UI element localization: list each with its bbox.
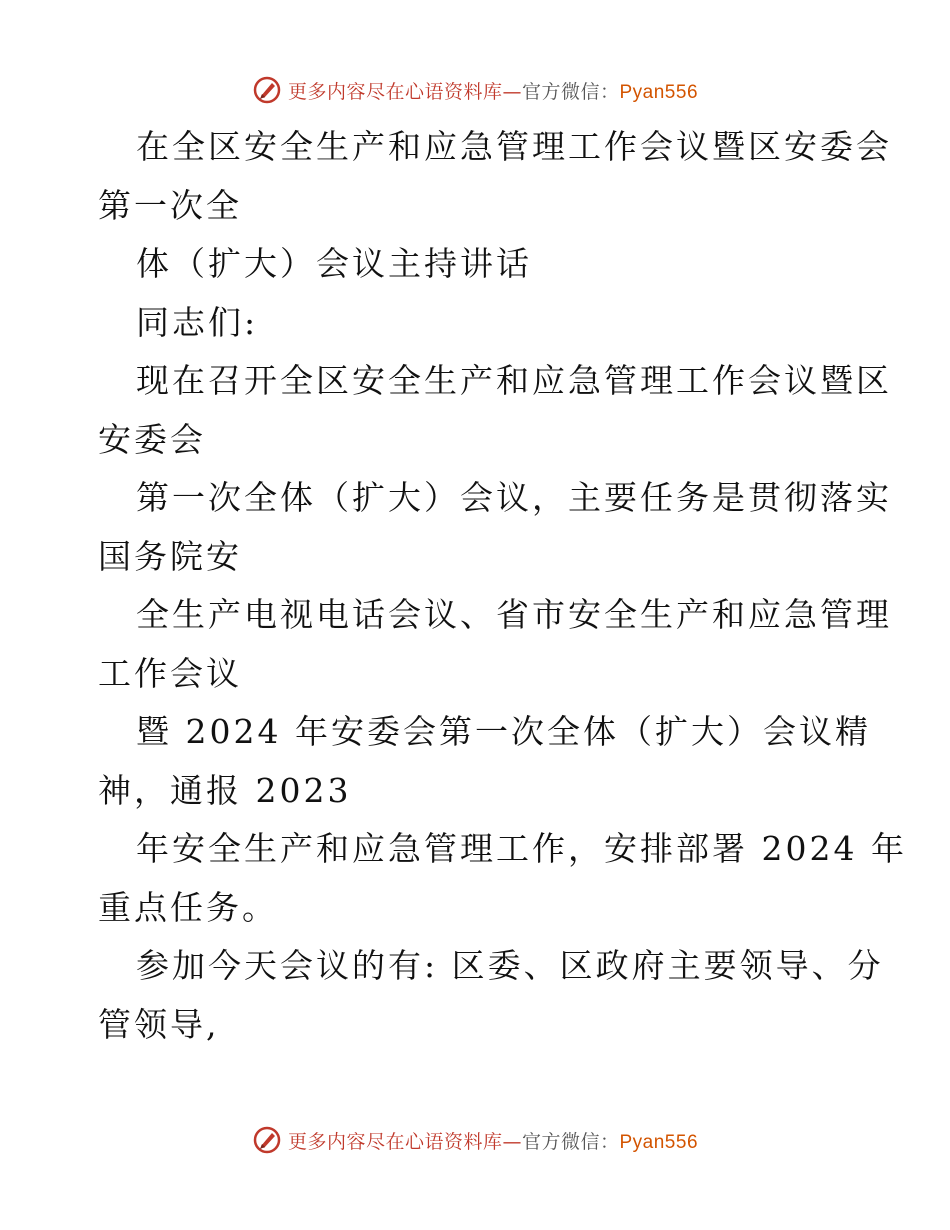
text-line: 参加今天会议的有: 区委、区政府主要领导、分	[136, 946, 884, 985]
text-line: 同志们:	[136, 302, 259, 342]
pen-logo-icon	[252, 1125, 282, 1155]
text-line: 年安全生产和应急管理工作，安排部署 2024 年	[136, 829, 907, 868]
text-line: 工作会议	[98, 653, 242, 693]
watermark-text: 更多内容尽在心语资料库—官方微信：Pyan556	[287, 80, 699, 103]
header-watermark	[0, 70, 950, 110]
pen-logo-icon	[252, 75, 282, 105]
text-line: 暨 2024 年安委会第一次全体（扩大）会议精	[136, 712, 871, 751]
text-line: 第一次全体（扩大）会议，主要任务是贯彻落实	[136, 478, 892, 517]
text-line: 体（扩大）会议主持讲话	[136, 244, 532, 283]
text-line: 第一次全	[98, 185, 242, 225]
text-line: 现在召开全区安全生产和应急管理工作会议暨区	[136, 361, 892, 400]
text-line: 全生产电视电话会议、省市安全生产和应急管理	[136, 595, 892, 634]
document-body	[98, 118, 907, 1054]
text-line: 神，通报 2023	[98, 770, 352, 810]
text-line: 管领导,	[98, 1004, 220, 1044]
footer-watermark	[0, 1120, 950, 1160]
text-line: 国务院安	[98, 536, 242, 576]
watermark-text: 更多内容尽在心语资料库—官方微信：Pyan556	[287, 1130, 699, 1153]
text-line: 重点任务。	[98, 887, 278, 927]
text-line: 在全区安全生产和应急管理工作会议暨区安委会	[136, 127, 892, 166]
text-line: 安委会	[98, 419, 206, 459]
